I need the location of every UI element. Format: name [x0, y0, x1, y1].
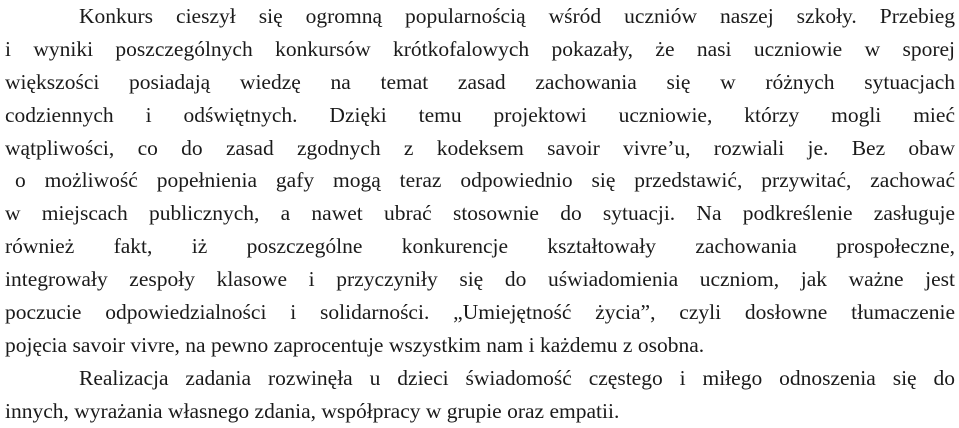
text-line: w miejscach publicznych, a nawet ubrać stosownie do sytuacji. Na podkreślenie zasługuje: [5, 201, 955, 226]
text-line: większości posiadają wiedzę na temat zasad zachowania się w różnych sytuacjach: [5, 69, 955, 94]
text-line: Konkurs cieszył się ogromną popularnością wśród uczniów naszej szkoły. Przebieg: [79, 4, 955, 28]
text-line: Realizacja zadania rozwinęła u dzieci świadomość częstego i miłego odnoszenia się do: [79, 365, 955, 390]
paragraph-1: [5, 0, 955, 362]
text-line: integrowały zespoły klasowe i przyczyniły się do uświadomienia uczniom, jak ważne jest: [5, 267, 955, 292]
text-line: o możliwość popełnienia gafy mogą teraz odpowiednio się przedstawić, przywitać, zachować: [15, 168, 955, 193]
text-line: i wyniki poszczególnych konkursów krótkofalowych pokazały, że nasi uczniowie w sporej: [5, 36, 955, 61]
text-line: innych, wyrażania własnego zdania, współpracy w grupie oraz empatii.: [5, 398, 620, 423]
text-line: pojęcia savoir vivre, na pewno zaprocentuje wszystkim nam i każdemu z osobna.: [5, 332, 705, 357]
text-line: codziennych i odświętnych. Dzięki temu projektowi uczniowie, którzy mogli mieć: [5, 102, 955, 127]
text-line: również fakt, iż poszczególne konkurencje kształtowały zachowania prospołeczne,: [5, 234, 955, 259]
text-line: poczucie odpowiedzialności i solidarności. „Umiejętność życia”, czyli dosłowne tłumaczenie: [5, 300, 955, 325]
text-line: wątpliwości, co do zasad zgodnych z kodeksem savoir vivre’u, rozwiali je. Bez obaw: [5, 135, 955, 160]
paragraph-2: [5, 362, 955, 428]
